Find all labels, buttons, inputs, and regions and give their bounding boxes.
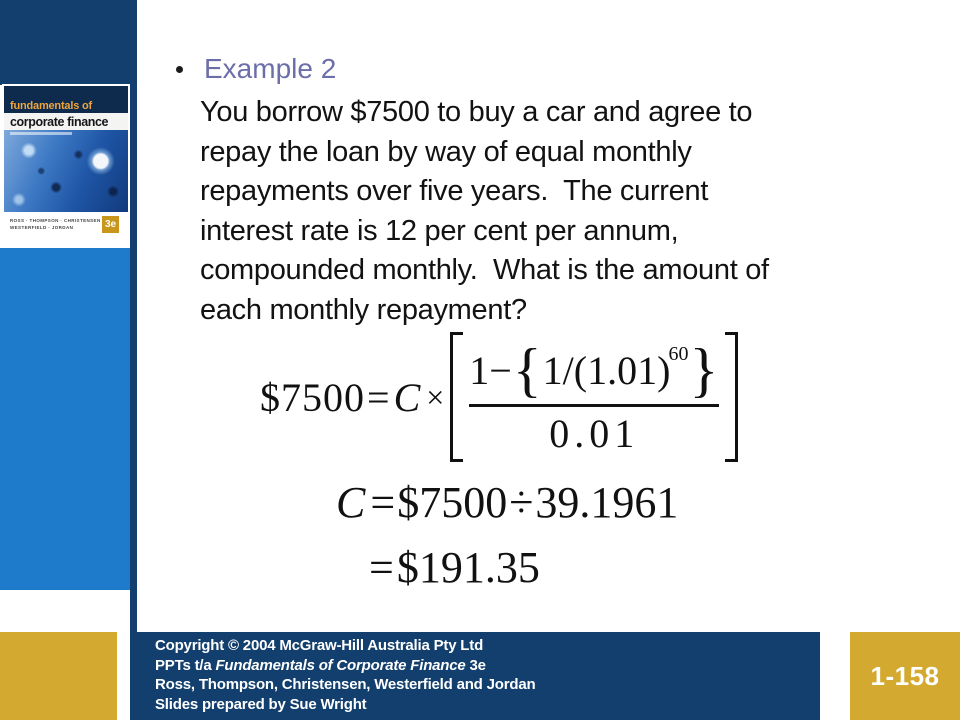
exponent: 60 bbox=[668, 342, 689, 365]
footer-book-title: Fundamentals of Corporate Finance bbox=[215, 656, 466, 674]
formula2-amount: $7500 bbox=[397, 478, 508, 527]
body-line: You borrow $7500 to buy a car and agree to bbox=[200, 96, 753, 128]
multiply-sign: × bbox=[426, 378, 445, 415]
sidebar-top-navy-block bbox=[0, 0, 130, 85]
sidebar-divider-line bbox=[130, 0, 137, 632]
left-brace: { bbox=[512, 337, 542, 403]
divide-sign: ÷ bbox=[509, 478, 534, 527]
formula1-numerator bbox=[469, 337, 719, 403]
book-cover-photo bbox=[4, 130, 128, 212]
formula1-denominator: 0.01 bbox=[549, 411, 640, 456]
formula-c-calculation bbox=[336, 477, 678, 528]
formula3-result: $191.35 bbox=[396, 543, 540, 592]
page-number-badge bbox=[850, 632, 960, 720]
book-cover bbox=[2, 84, 130, 247]
left-bracket bbox=[450, 332, 463, 462]
footer-authors: Ross, Thompson, Christensen, Westerfield and Jordan bbox=[155, 676, 536, 693]
formula2-divisor: 39.1961 bbox=[535, 478, 679, 527]
edition-badge: 3e bbox=[102, 216, 119, 233]
formula3-equals: = bbox=[369, 543, 394, 592]
body-line: repayments over five years. The current bbox=[200, 175, 709, 207]
numerator-core: 1/(1.01) bbox=[542, 347, 671, 393]
bullet-icon bbox=[176, 66, 183, 73]
right-brace: } bbox=[689, 337, 719, 403]
formula1-variable: C bbox=[393, 374, 421, 420]
body-line: compounded monthly. What is the amount of bbox=[200, 254, 769, 286]
book-authors-line1: ROSS · THOMPSON · CHRISTENSEN bbox=[10, 218, 101, 223]
formula1-fraction bbox=[465, 337, 723, 457]
book-authors-line2: WESTERFIELD · JORDAN bbox=[10, 225, 74, 230]
body-line: interest rate is 12 per cent per annum, bbox=[200, 214, 679, 247]
book-title: corporate finance bbox=[10, 114, 109, 129]
right-bracket bbox=[725, 332, 738, 462]
numerator-prefix: 1− bbox=[469, 347, 512, 393]
footer-ppts-suffix: 3e bbox=[465, 656, 486, 674]
slide-body-paragraph bbox=[200, 93, 769, 330]
book-authors-band bbox=[4, 212, 128, 245]
formula2-equals: = bbox=[370, 478, 396, 527]
footer-prepared-by: Slides prepared by Sue Wright bbox=[155, 695, 367, 713]
formula2-variable: C bbox=[336, 478, 366, 527]
book-cover-tagline-placeholder bbox=[10, 132, 72, 135]
footer-left-gold-block bbox=[0, 632, 117, 720]
body-line: repay the loan by way of equal monthly bbox=[200, 135, 692, 168]
sidebar-blue-block bbox=[0, 248, 130, 590]
slide-heading: Example 2 bbox=[204, 53, 337, 84]
page-number: 1-158 bbox=[870, 660, 940, 691]
book-title-band bbox=[4, 113, 128, 130]
footer-ppts-prefix: PPTs t/a bbox=[155, 656, 216, 674]
footer bbox=[130, 632, 820, 720]
book-cover-top-band bbox=[4, 86, 128, 113]
formula-annuity-equation bbox=[260, 332, 738, 462]
formula1-amount: $7500 bbox=[260, 374, 365, 420]
footer-copyright: Copyright © 2004 McGraw-Hill Australia Pty Ltd bbox=[155, 637, 484, 654]
formula-result bbox=[369, 542, 540, 593]
fraction-bar bbox=[469, 404, 719, 407]
body-line: each monthly repayment? bbox=[200, 293, 527, 326]
formula1-equals: = bbox=[367, 374, 390, 420]
footer-ppts-line bbox=[155, 656, 820, 676]
book-series-title: fundamentals of bbox=[10, 100, 92, 112]
